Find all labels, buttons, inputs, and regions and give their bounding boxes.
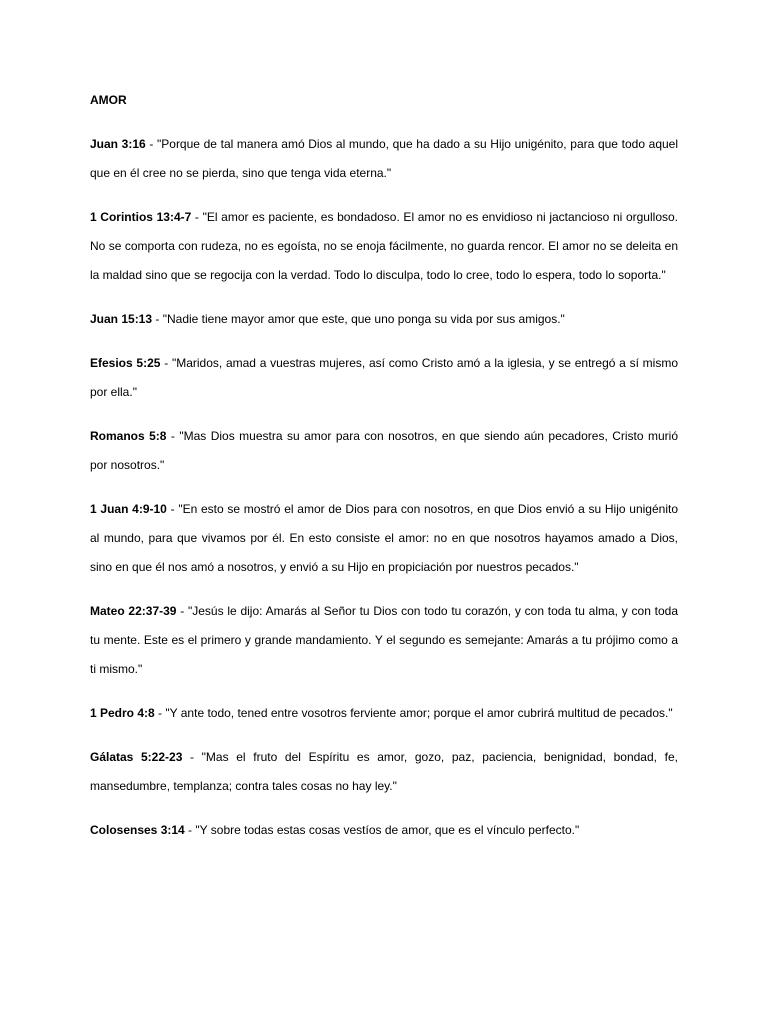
verse-reference: Juan 15:13 <box>90 312 153 326</box>
document-page <box>90 86 678 860</box>
verse-separator: - <box>191 210 203 224</box>
verse-paragraph <box>90 349 678 407</box>
verse-paragraph <box>90 203 678 290</box>
verse-reference: Romanos 5:8 <box>90 429 167 443</box>
verse-reference: Colosenses 3:14 <box>90 823 185 837</box>
verse-paragraph <box>90 597 678 684</box>
verse-paragraph <box>90 422 678 480</box>
verse-separator: - <box>166 502 179 516</box>
verse-reference: Mateo 22:37-39 <box>90 604 177 618</box>
verse-paragraph <box>90 743 678 801</box>
verse-separator: - <box>154 706 166 720</box>
document-title: AMOR <box>90 93 127 107</box>
verse-paragraph <box>90 305 678 334</box>
verse-text: "Y ante todo, tened entre vosotros ferviente amor; porque el amor cubrirá multitud de pecados." <box>165 706 673 720</box>
verse-text: "Nadie tiene mayor amor que este, que uno ponga su vida por sus amigos." <box>162 312 565 326</box>
verse-separator: - <box>160 356 172 370</box>
verse-text: "Mas el fruto del Espíritu es amor, gozo, paz, paciencia, benignidad, bondad, fe, mansedumbre, templanza; contra tales cosas no hay ley." <box>90 750 678 793</box>
verse-separator: - <box>182 750 202 764</box>
verse-reference: Efesios 5:25 <box>90 356 161 370</box>
verse-reference: 1 Corintios 13:4-7 <box>90 210 192 224</box>
verse-text: "En esto se mostró el amor de Dios para con nosotros, en que Dios envió a su Hijo unigénito al mundo, para que vivamos por él. En esto consiste el amor: no en que nosotros hayamos amado a Dios, sino en que él nos amó a nosotros, y envió a su Hijo en propiciación por nuestros pecados." <box>90 502 678 574</box>
verse-paragraph <box>90 130 678 188</box>
verse-text: "Mas Dios muestra su amor para con nosotros, en que siendo aún pecadores, Cristo murió por nosotros." <box>90 429 679 472</box>
verse-text: "Porque de tal manera amó Dios al mundo, que ha dado a su Hijo unigénito, para que todo aquel que en él cree no se pierda, sino que tenga vida eterna." <box>90 137 679 180</box>
verse-separator: - <box>184 823 196 837</box>
verse-reference: Juan 3:16 <box>90 137 146 151</box>
verse-reference: 1 Juan 4:9-10 <box>90 502 167 516</box>
verse-paragraph <box>90 699 678 728</box>
verse-reference: 1 Pedro 4:8 <box>90 706 155 720</box>
verse-paragraph <box>90 816 678 845</box>
verse-separator: - <box>152 312 163 326</box>
verse-text: "Y sobre todas estas cosas vestíos de amor, que es el vínculo perfecto." <box>195 823 580 837</box>
verse-text: "El amor es paciente, es bondadoso. El amor no es envidioso ni jactancioso ni orgulloso. No se comporta con rudeza, no es egoísta, no se enoja fácilmente, no guarda rencor. El amor no se deleita en la maldad sino que se regocija con la verdad. Todo lo disculpa, todo lo cree, todo lo espera, todo lo soporta." <box>90 210 678 282</box>
verse-paragraph <box>90 495 678 582</box>
verse-text: "Maridos, amad a vuestras mujeres, así como Cristo amó a la iglesia, y se entregó a sí mismo por ella." <box>90 356 678 399</box>
verse-separator: - <box>166 429 180 443</box>
verse-separator: - <box>145 137 157 151</box>
verse-separator: - <box>176 604 188 618</box>
verse-text: "Jesús le dijo: Amarás al Señor tu Dios con todo tu corazón, y con toda tu alma, y con toda tu mente. Este es el primero y grande mandamiento. Y el segundo es semejante: Amarás a tu prójimo como a ti mismo." <box>90 604 678 676</box>
verse-reference: Gálatas 5:22-23 <box>90 750 183 764</box>
